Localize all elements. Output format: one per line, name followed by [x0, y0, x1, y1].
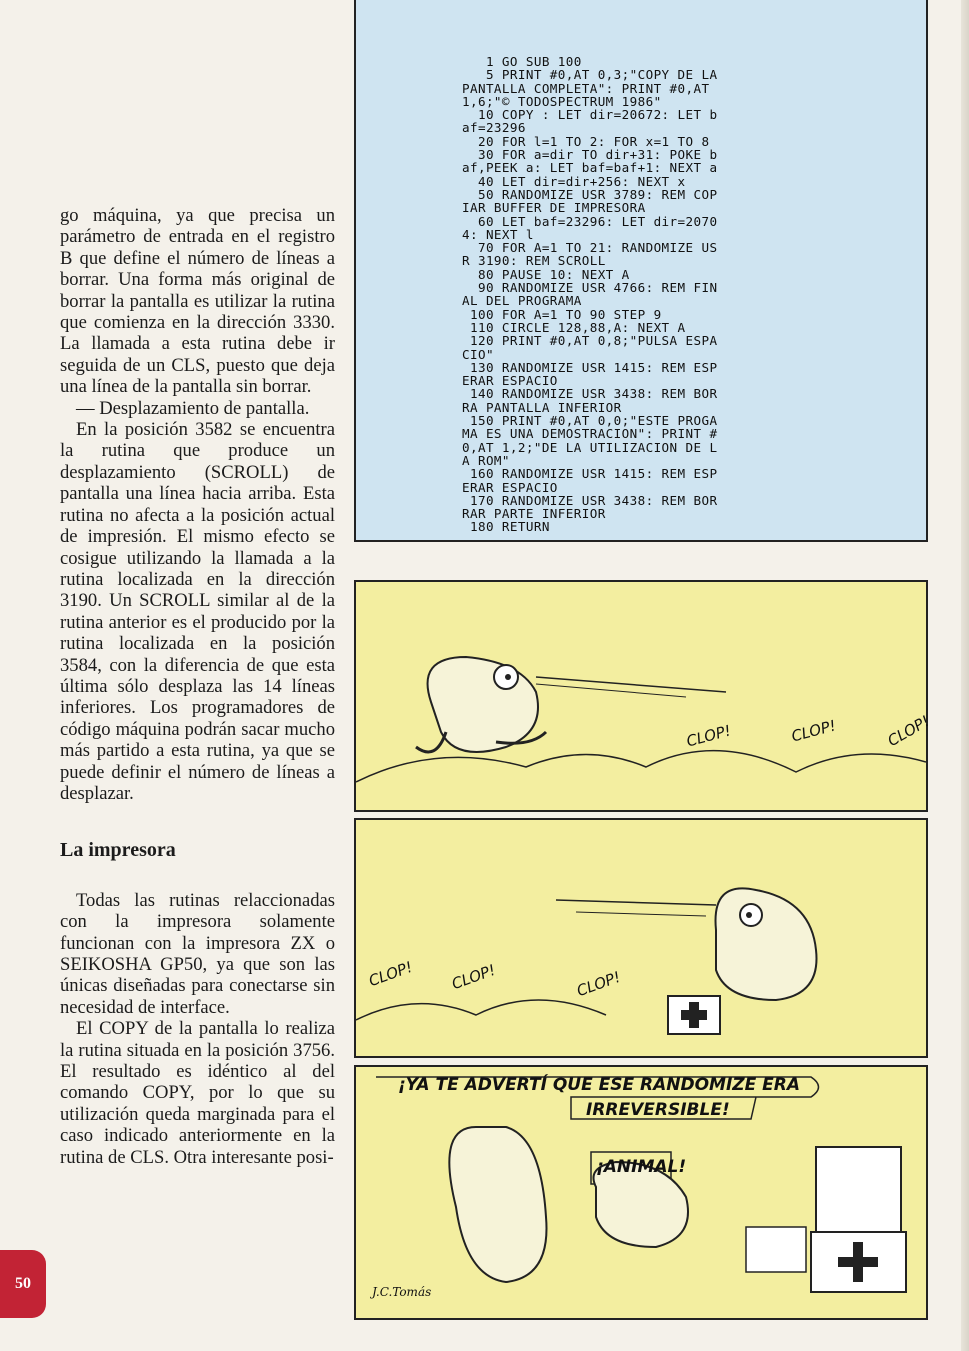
- code-line: RA PANTALLA INFERIOR: [462, 399, 622, 415]
- basic-code-listing: [462, 55, 822, 534]
- comic-panel-2: [354, 818, 928, 1058]
- code-line: af=23296: [462, 120, 526, 136]
- sound-effect-text: CLOP!: [366, 957, 415, 991]
- code-line: 140 RANDOMIZE USR 3438: REM BOR: [462, 386, 718, 402]
- speech-bubble-text: ¡YA TE ADVERTÍ QUE ESE RANDOMIZE ERA: [398, 1075, 801, 1095]
- code-line: PANTALLA COMPLETA": PRINT #0,AT: [462, 80, 710, 96]
- code-line: A ROM": [462, 452, 510, 468]
- code-line: 110 CIRCLE 128,88,A: NEXT A: [462, 319, 686, 335]
- running-character-illustration: [356, 582, 926, 810]
- code-line: 40 LET dir=dir+256: NEXT x: [462, 173, 686, 189]
- code-line: 50 RANDOMIZE USR 3789: REM COP: [462, 186, 718, 202]
- code-line: 120 PRINT #0,AT 0,8;"PULSA ESPA: [462, 333, 718, 349]
- code-line: 70 FOR A=1 TO 21: RANDOMIZE US: [462, 240, 718, 256]
- section-heading: La impresora: [60, 839, 176, 862]
- code-line: af,PEEK a: LET baf=baf+1: NEXT a: [462, 160, 718, 176]
- page-spine: [961, 0, 969, 1351]
- comic-panel-3: [354, 1065, 928, 1320]
- code-line: RAR PARTE INFERIOR: [462, 506, 606, 522]
- sound-effect-text: CLOP!: [449, 960, 498, 994]
- code-line: 4: NEXT l: [462, 226, 534, 242]
- code-line: ERAR ESPACIO: [462, 373, 558, 389]
- code-line: 130 RANDOMIZE USR 1415: REM ESP: [462, 359, 718, 375]
- speech-bubble-text: IRREVERSIBLE!: [586, 1100, 730, 1120]
- artist-signature: J.C.Tomás: [372, 1285, 432, 1299]
- sound-effect-text: CLOP!: [684, 721, 733, 751]
- code-line: 80 PAUSE 10: NEXT A: [462, 266, 630, 282]
- page-number-tab: [0, 1250, 46, 1318]
- paragraph: El COPY de la pantalla lo realiza la rutina situada en la posición 3756. El resultado es idéntico al del comando COPY, por lo que su utilización queda marginada para el caso indicado anteriormente en la rutina de CLS. Otra interesante posi-: [60, 1018, 335, 1168]
- comic-panel-1: [354, 580, 933, 812]
- code-line: 0,AT 1,2;"DE LA UTILIZACION DE L: [462, 439, 718, 455]
- paragraph: Todas las rutinas relaccionadas con la impresora solamente funcionan con la impresora ZX o SEIKOSHA GP50, ya que son las únicas diseñadas para conectarse sin necesidad de interface.: [60, 889, 335, 1018]
- code-line: MA ES UNA DEMOSTRACION": PRINT #: [462, 426, 718, 442]
- code-line: IAR BUFFER DE IMPRESORA: [462, 200, 646, 216]
- code-line: 10 COPY : LET dir=20672: LET b: [462, 107, 718, 123]
- character-with-first-aid-kit-illustration: [356, 820, 926, 1056]
- code-line: 160 RANDOMIZE USR 1415: REM ESP: [462, 466, 718, 482]
- sound-effect-text: CLOP!: [789, 716, 838, 746]
- code-line: 1,6;"© TODOSPECTRUM 1986": [462, 93, 662, 109]
- code-line: 30 FOR a=dir TO dir+31: POKE b: [462, 147, 718, 163]
- code-line: 60 LET baf=23296: LET dir=2070: [462, 213, 718, 229]
- paragraph: — Desplazamiento de pantalla.: [76, 397, 310, 419]
- code-line: 5 PRINT #0,AT 0,3;"COPY DE LA: [462, 67, 718, 83]
- code-line: 20 FOR l=1 TO 2: FOR x=1 TO 8: [462, 133, 710, 149]
- code-line: 100 FOR A=1 TO 90 STEP 9: [462, 306, 662, 322]
- code-line: 150 PRINT #0,AT 0,0;"ESTE PROGA: [462, 413, 718, 429]
- code-line: 180 RETURN: [462, 519, 550, 535]
- sound-effect-text: CLOP!: [884, 711, 933, 751]
- shout-text: ¡ANIMAL!: [596, 1157, 687, 1177]
- code-line: 170 RANDOMIZE USR 3438: REM BOR: [462, 492, 718, 508]
- code-line: ERAR ESPACIO: [462, 479, 558, 495]
- article-text-column: [60, 205, 335, 1168]
- code-line: AL DEL PROGRAMA: [462, 293, 582, 309]
- paragraph: go máquina, ya que precisa un parámetro de entrada en el registro B que define el número de líneas a borrar. Una forma más original de borrar la pantalla es utilizar la rutina que comienza en la dirección 3330. La llamada a esta rutina debe ir seguida de un CLS, puesto que deja una línea de la pantalla sin borrar.: [60, 205, 335, 398]
- code-line: 1 GO SUB 100: [462, 54, 582, 69]
- code-line: R 3190: REM SCROLL: [462, 253, 606, 269]
- code-line: 90 RANDOMIZE USR 4766: REM FIN: [462, 280, 718, 296]
- page-number: 50: [15, 1275, 31, 1292]
- sound-effect-text: CLOP!: [574, 967, 623, 1001]
- paragraph: En la posición 3582 se encuentra la rutina que produce un desplazamiento (SCROLL) de pantalla una línea hacia arriba. Esta rutina no afecta a la posición actual de impresión. El mismo efecto se cosigue utilizando la llamada a la rutina localizada en la dirección 3190. Un SCROLL similar al de la rutina anterior es el producido por la rutina localizada en la posición 3584, con la diferencia de que esta última sólo desplaza las 14 líneas inferiores. Los programadores de código máquina podrán sacar mucho más partido a esta rutina, ya que se puede definir el número de líneas a desplazar.: [60, 419, 335, 804]
- code-line: CIO": [462, 346, 494, 362]
